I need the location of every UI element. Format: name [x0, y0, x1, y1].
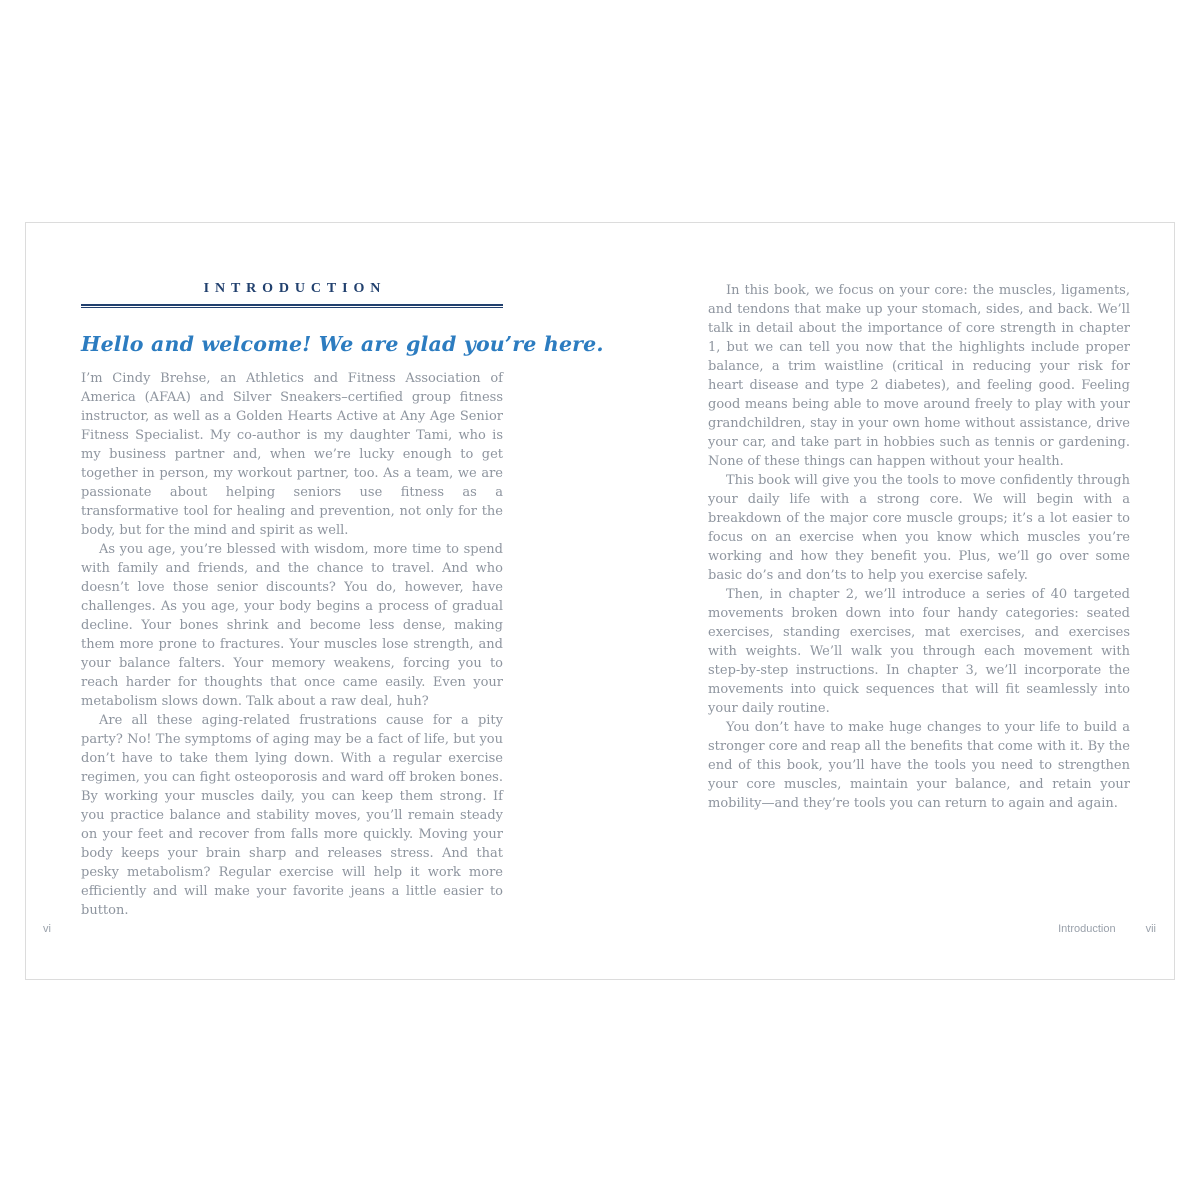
paragraph: I’m Cindy Brehse, an Athletics and Fitness Association of America (AFAA) and Silver Sneakers–certified group fitness instructor, as well as a Golden Hearts Active at Any Age Senior Fitness Specialist. My co-author is my daughter Tami, who is my business partner and, when we’re lucky enough to get together in person, my workout partner, too. As a team, we are passionate about helping seniors use fitness as a transformative tool for healing and prevention, not only for the body, but for the mind and spirit as well. [81, 371, 503, 538]
footer-right [1058, 923, 1156, 935]
paragraph: In this book, we focus on your core: the muscles, ligaments, and tendons that make up your stomach, sides, and back. We’ll talk in detail about the importance of core strength in chapter 1, but we can tell you now that the highlights include proper balance, a trim waistline (critical in reducing your risk for heart disease and type 2 diabetes), and feeling good. Feeling good means being able to move around freely to play with your grandchildren, stay in your own home without assistance, drive your car, and take part in hobbies such as tennis or gardening. None of these things can happen without your health. [708, 283, 1130, 469]
paragraph: Then, in chapter 2, we’ll introduce a series of 40 targeted movements broken down into four handy categories: seated exercises, standing exercises, mat exercises, and exercises with weights. We’ll walk you through each movement with step-by-step instructions. In chapter 3, we’ll incorporate the movements into quick sequences that will fit seamlessly into your daily routine. [708, 587, 1130, 716]
running-footer: Introduction [1058, 923, 1116, 935]
paragraph: Are all these aging-related frustrations cause for a pity party? No! The symptoms of aging may be a fact of life, but you don’t have to take them lying down. With a regular exercise regimen, you can fight osteoporosis and ward off broken bones. By working your muscles daily, you can keep them strong. If you practice balance and stability moves, you’ll remain steady on your feet and recover from falls more quickly. Moving your body keeps your brain sharp and releases stress. And that pesky metabolism? Regular exercise will help it work more efficiently and will make your favorite jeans a little easier to button. [81, 713, 503, 918]
welcome-heading: Hello and welcome! We are glad you’re here. [81, 332, 604, 356]
page-right [708, 281, 1130, 813]
section-kicker: INTRODUCTION [203, 281, 387, 296]
page-number-left: vi [43, 923, 51, 935]
page-number-right: vii [1145, 923, 1156, 935]
paragraph: You don’t have to make huge changes to your life to build a stronger core and reap all the benefits that come with it. By the end of this book, you’ll have the tools you need to strengthen your core muscles, maintain your balance, and retain your mobility—and they’re tools you can return to again and again. [708, 720, 1130, 811]
paragraph: As you age, you’re blessed with wisdom, more time to spend with family and friends, and the chance to travel. And who doesn’t love those senior discounts? You do, however, have challenges. As you age, your body begins a process of gradual decline. Your bones shrink and become less dense, making them more prone to fractures. Your muscles lose strength, and your balance falters. Your memory weakens, forcing you to reach harder for thoughts that once came easily. Even your metabolism slows down. Talk about a raw deal, huh? [81, 542, 503, 709]
page-left [81, 281, 604, 920]
book-spread [25, 222, 1175, 980]
double-rule [81, 304, 503, 308]
paragraph: This book will give you the tools to move confidently through your daily life with a strong core. We will begin with a breakdown of the major core muscle groups; it’s a lot easier to focus on an exercise when you know which muscles you’re working and how they benefit you. Plus, we’ll go over some basic do’s and don’ts to help you exercise safely. [708, 473, 1130, 583]
